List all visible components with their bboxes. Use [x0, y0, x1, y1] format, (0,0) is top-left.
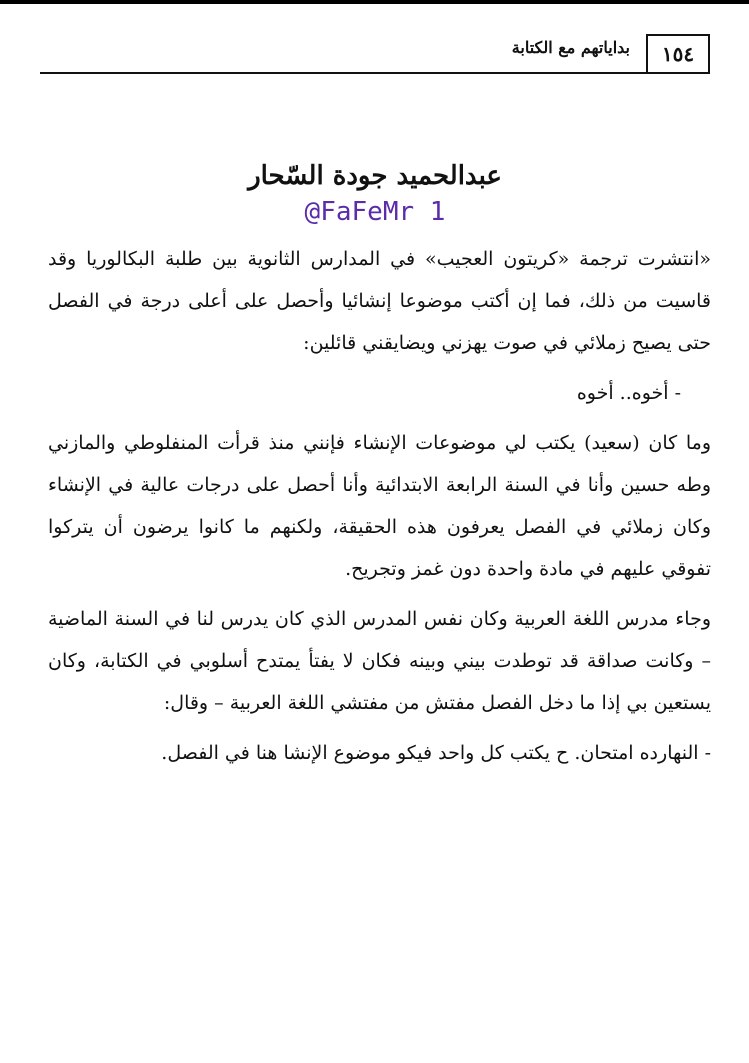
page-header	[40, 34, 710, 74]
paragraph: وما كان (سعيد) يكتب لي موضوعات الإنشاء فإنني منذ قرأت المنفلوطي والمازني وطه حسين وأنا في السنة الرابعة الابتدائية وأنا أحصل على درجات عالية في الإنشاء وكان زملائي في الفصل يعرفون هذه الحقيقة، ولكنهم ما كانوا يرضون أن يتركوا تفوقي عليهم في مادة واحدة دون غمز وتجريح.	[48, 432, 711, 580]
top-border	[0, 0, 749, 4]
body-text	[48, 238, 711, 782]
page-number: ١٥٤	[646, 34, 710, 72]
section-title: عبدالحميد جودة السّحار	[248, 161, 502, 191]
watermark-handle: @FaFeMr 1	[304, 197, 446, 227]
paragraph: «انتشرت ترجمة «كريتون العجيب» في المدارس الثانوية بين طلبة البكالوريا وقد قاسيت من ذلك، فما إن أكتب موضوعا إنشائيا وأحصل على أعلى درجة في الفصل حتى يصيح زملائي في صوت يهزني ويضايقني قائلين:	[48, 248, 711, 354]
paragraph: وجاء مدرس اللغة العربية وكان نفس المدرس الذي كان يدرس لنا في السنة الماضية – وكانت صداقة قد توطدت بيني وبينه فكان لا يفتأ يمتدح أسلوبي في الكتابة، وكان يستعين بي إذا ما دخل الفصل مفتش من مفتشي اللغة العربية – وقال:	[48, 608, 711, 714]
dialogue-line: - أخوه.. أخوه	[576, 382, 681, 404]
header-rule	[40, 72, 710, 74]
paragraph: - النهارده امتحان. ح يكتب كل واحد فيكو موضوع الإنشا هنا في الفصل.	[161, 742, 711, 764]
running-head: بداياتهم مع الكتابة	[511, 38, 630, 57]
